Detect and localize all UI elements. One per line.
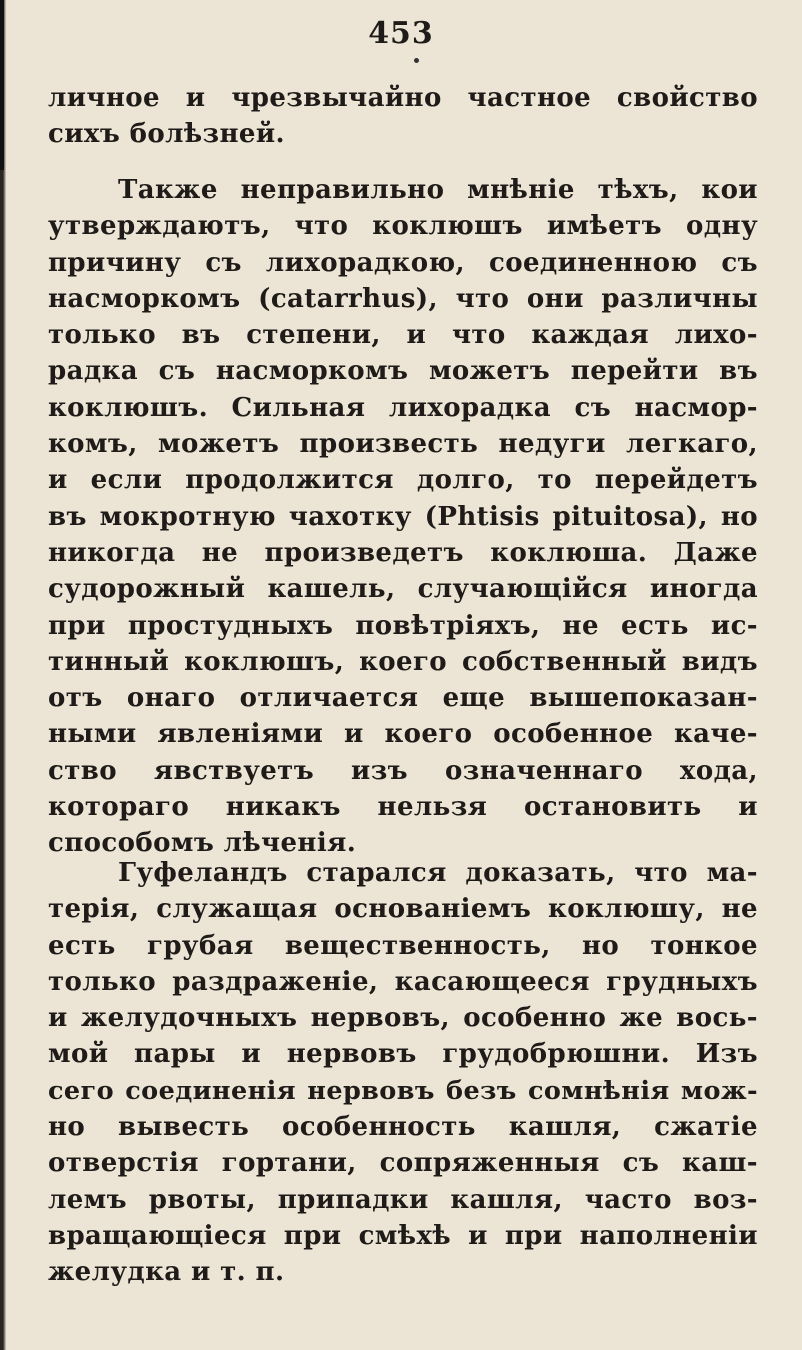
text-line: Также неправильно мнѣніе тѣхъ, кои xyxy=(118,175,758,205)
text-line: котораго никакъ нельзя остановить и xyxy=(48,792,758,823)
text-line: только въ степени, и что каждая лихо- xyxy=(48,320,758,351)
text-line: тинный коклюшъ, коего собственный видъ xyxy=(48,646,758,677)
paragraph-3 xyxy=(48,855,758,1291)
text-line: насморкомъ (catarrhus), что они различны xyxy=(48,283,758,314)
text-line: комъ, можетъ произвесть недуги легкаго, xyxy=(48,429,758,460)
text-line: ными явленіями и коего особенное каче- xyxy=(48,719,758,750)
text-line: терія, служащая основаніемъ коклюшу, не xyxy=(48,894,758,925)
text-line: мой пары и нервовъ грудобрюшни. Изъ xyxy=(48,1039,758,1070)
text-line: судорожный кашель, случающійся иногда xyxy=(48,574,758,605)
text-line: утверждаютъ, что коклюшъ имѣетъ одну xyxy=(48,211,758,242)
text-line: никогда не произведетъ коклюша. Даже xyxy=(48,537,758,568)
text-line: вращающіеся при смѣхѣ и при наполненіи xyxy=(48,1220,758,1251)
text-line: желудка и т. п. xyxy=(48,1257,285,1288)
text-line: только раздраженіе, касающееся грудныхъ xyxy=(48,966,758,997)
text-line: при простудныхъ повѣтріяхъ, не есть ис- xyxy=(48,610,758,641)
text-line: и если продолжится долго, то перейдетъ xyxy=(48,465,758,496)
text-line: способомъ лѣченія. xyxy=(48,828,357,859)
text-line: сего соединенія нервовъ безъ сомнѣнія мож- xyxy=(48,1075,758,1106)
text-line: но вывесть особенность кашля, сжатіе xyxy=(48,1112,758,1143)
text-line: коклюшъ. Сильная лихорадка съ насмор- xyxy=(48,392,758,423)
text-line: личное и чрезвычайно частное свойство xyxy=(48,83,758,113)
text-line: есть грубая вещественность, но тонкое xyxy=(48,930,758,961)
page-edge-shadow xyxy=(0,0,6,1350)
text-line: причину съ лихорадкою, соединенною съ xyxy=(48,247,758,278)
ink-dot xyxy=(414,58,419,63)
page-number: 453 xyxy=(368,16,434,51)
paragraph-2 xyxy=(48,172,758,862)
paragraph-1 xyxy=(48,80,758,153)
text-line: ство явствуетъ изъ означеннаго хода, xyxy=(48,755,758,786)
text-line: въ мокротную чахотку (Phtisis pituitosa), но xyxy=(48,501,758,532)
text-line: радка съ насморкомъ можетъ перейти въ xyxy=(48,356,758,387)
text-line: лемъ рвоты, припадки кашля, часто воз- xyxy=(48,1184,758,1215)
text-line: Гуфеландъ старался доказать, что ма- xyxy=(118,858,758,888)
text-line: отверстія гортани, сопряженныя съ каш- xyxy=(48,1148,758,1179)
text-line: сихъ болѣзней. xyxy=(48,119,286,150)
text-line: и желудочныхъ нервовъ, особенно же вось- xyxy=(48,1003,758,1034)
text-line: отъ онаго отличается еще вышепоказан- xyxy=(48,683,758,714)
